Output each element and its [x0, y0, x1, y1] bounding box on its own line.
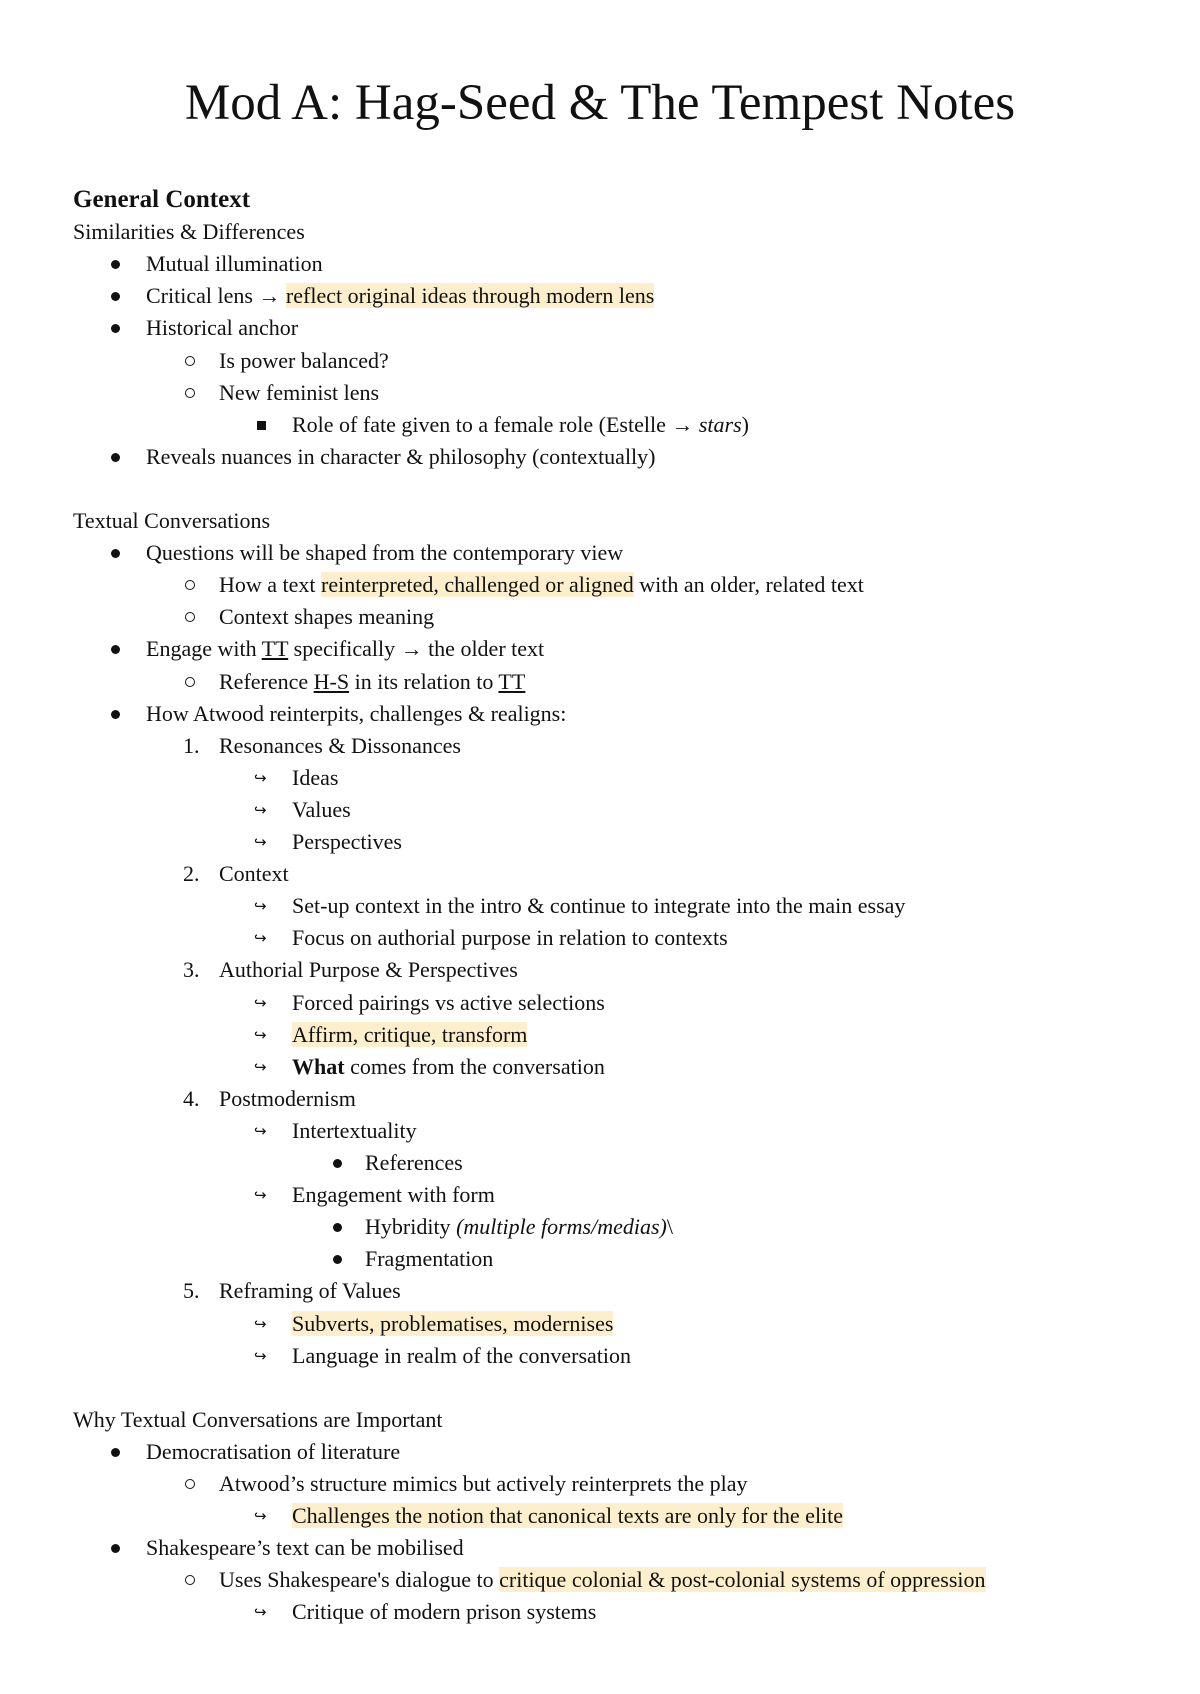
list-item	[0, 1051, 1200, 1083]
list-item	[0, 794, 1200, 826]
list-item	[0, 537, 1200, 569]
bullet-dot-icon	[111, 710, 120, 719]
hook-arrow-icon: ↪	[254, 993, 267, 1012]
line-text	[292, 1596, 596, 1628]
line-text	[219, 666, 525, 698]
line-text	[365, 1243, 493, 1275]
section-heading	[0, 184, 1200, 216]
line-text	[219, 601, 434, 633]
text-run: Postmodernism	[219, 1085, 356, 1111]
line-text	[146, 280, 654, 312]
line-text	[219, 1275, 401, 1307]
line-text	[146, 698, 566, 730]
line-text	[292, 1500, 843, 1532]
list-item	[0, 248, 1200, 280]
text-run: Intertextuality	[292, 1117, 417, 1143]
text-run: Authorial Purpose & Perspectives	[219, 957, 518, 983]
list-number: 5.	[183, 1278, 200, 1304]
line-text	[219, 858, 289, 890]
line-text	[219, 1468, 747, 1500]
list-item	[0, 762, 1200, 794]
list-item	[0, 1596, 1200, 1628]
list-item	[0, 698, 1200, 730]
list-item	[0, 858, 1200, 890]
text-run: Uses Shakespeare's dialogue to	[219, 1567, 500, 1593]
text-run: Focus on authorial purpose in relation to contexts	[292, 925, 728, 951]
list-number: 3.	[183, 957, 200, 983]
text-run: Critical lens →	[146, 283, 286, 309]
line-text	[292, 1115, 417, 1147]
text-run: Resonances & Dissonances	[219, 732, 461, 758]
line-text	[146, 633, 544, 665]
bullet-dot-icon	[111, 453, 120, 462]
text-run: Role of fate given to a female role (Estelle →	[292, 411, 699, 437]
list-item	[0, 1468, 1200, 1500]
line-text	[292, 1340, 631, 1372]
line-text	[292, 987, 605, 1019]
list-item	[0, 569, 1200, 601]
text-run: Is power balanced?	[219, 347, 389, 373]
highlighted-text: critique colonial & post-colonial systems of oppression	[499, 1567, 986, 1593]
line-text	[292, 922, 728, 954]
bullet-dot-icon	[333, 1255, 342, 1264]
line-text	[292, 1051, 605, 1083]
hook-arrow-icon: ↪	[254, 1603, 267, 1622]
bullet-circle-icon	[185, 388, 195, 398]
list-item	[0, 1500, 1200, 1532]
line-text	[219, 345, 389, 377]
text-run: stars	[698, 411, 742, 437]
text-run: (multiple forms/medias)	[456, 1214, 667, 1240]
text-run: Democratisation of literature	[146, 1438, 401, 1464]
list-item	[0, 1275, 1200, 1307]
highlighted-text: reinterpreted, challenged or aligned	[321, 572, 634, 598]
hook-arrow-icon: ↪	[254, 833, 267, 851]
list-number: 1.	[183, 732, 200, 758]
list-number: 4.	[183, 1085, 200, 1111]
highlighted-text: Subverts, problematises, modernises	[292, 1310, 614, 1336]
hook-arrow-icon: ↪	[254, 800, 267, 819]
bullet-dot-icon	[111, 1544, 120, 1553]
hook-arrow-icon: ↪	[254, 1346, 267, 1365]
list-item	[0, 601, 1200, 633]
list-item	[0, 1564, 1200, 1596]
text-run: Reference	[219, 668, 314, 694]
text-run: How a text	[219, 572, 322, 598]
page-title: Mod A: Hag-Seed & The Tempest Notes	[184, 75, 1016, 131]
text-run: Context shapes meaning	[219, 604, 435, 630]
text-run: Similarities & Differences	[73, 219, 305, 245]
hook-arrow-icon: ↪	[254, 929, 267, 948]
text-run: Shakespeare’s text can be mobilised	[146, 1535, 464, 1561]
list-item	[0, 1019, 1200, 1051]
text-run: H-S	[313, 668, 350, 694]
list-item	[0, 954, 1200, 986]
list-item	[0, 1115, 1200, 1147]
text-run: specifically → the older text	[288, 636, 545, 662]
list-item	[0, 345, 1200, 377]
text-run: Fragmentation	[365, 1246, 494, 1272]
list-item	[0, 377, 1200, 409]
list-item	[0, 1308, 1200, 1340]
text-run: \	[666, 1214, 674, 1240]
line-text	[146, 441, 656, 473]
subsection-heading	[0, 216, 1200, 248]
hook-arrow-icon: ↪	[254, 1121, 267, 1140]
text-run: in its relation to	[349, 668, 499, 694]
line-text	[219, 954, 518, 986]
line-text	[365, 1211, 673, 1243]
line-text	[73, 216, 305, 248]
bullet-dot-icon	[111, 645, 120, 654]
line-text	[292, 409, 749, 441]
line-text	[146, 312, 298, 344]
text-run: How Atwood reinterpits, challenges & realigns:	[146, 700, 567, 726]
line-text	[146, 1532, 464, 1564]
bullet-circle-icon	[185, 1479, 195, 1489]
line-text	[365, 1147, 463, 1179]
bullet-circle-icon	[185, 1575, 195, 1585]
list-item	[0, 312, 1200, 344]
list-item	[0, 441, 1200, 473]
bullet-dot-icon	[333, 1223, 342, 1232]
list-item	[0, 730, 1200, 762]
text-run: Reveals nuances in character & philosophy (contextually)	[146, 443, 656, 469]
text-run: Language in realm of the conversation	[292, 1342, 632, 1368]
list-item	[0, 633, 1200, 665]
text-run: Engage with	[146, 636, 262, 662]
highlighted-text: Affirm, critique, transform	[292, 1021, 528, 1047]
line-text	[219, 569, 864, 601]
text-run: Historical anchor	[146, 315, 299, 341]
list-number: 2.	[183, 861, 200, 887]
text-run: TT	[498, 668, 526, 694]
line-text	[219, 1083, 356, 1115]
text-run: Why Textual Conversations are Important	[73, 1406, 443, 1432]
line-text	[73, 184, 250, 216]
line-text	[292, 1308, 613, 1340]
bullet-dot-icon	[111, 324, 120, 333]
list-item	[0, 409, 1200, 441]
hook-arrow-icon: ↪	[254, 1186, 267, 1205]
list-item	[0, 1532, 1200, 1564]
text-run: General Context	[73, 186, 251, 213]
text-run: Reframing of Values	[219, 1278, 401, 1304]
bullet-dot-icon	[333, 1159, 342, 1168]
hook-arrow-icon: ↪	[254, 1025, 267, 1044]
text-run: Questions will be shaped from the contemporary view	[146, 540, 624, 566]
bullet-dot-icon	[111, 1448, 120, 1457]
list-item	[0, 1436, 1200, 1468]
text-run: with an older, related text	[633, 572, 864, 598]
line-text	[292, 1019, 527, 1051]
text-run: Perspectives	[292, 829, 402, 854]
hook-arrow-icon: ↪	[254, 768, 267, 787]
line-text	[292, 762, 338, 794]
text-run: Hybridity	[365, 1214, 457, 1240]
text-run: )	[741, 411, 749, 437]
text-run: References	[365, 1150, 463, 1175]
hook-arrow-icon: ↪	[254, 1314, 267, 1333]
text-run: Atwood’s structure mimics but actively reinterprets the play	[219, 1471, 748, 1496]
bullet-circle-icon	[185, 580, 195, 590]
text-run: New feminist lens	[219, 379, 380, 405]
hook-arrow-icon: ↪	[254, 1057, 267, 1076]
list-item	[0, 1179, 1200, 1211]
hook-arrow-icon: ↪	[254, 1507, 267, 1526]
text-run: What	[292, 1053, 345, 1079]
text-run: Mutual illumination	[146, 251, 323, 277]
line-text	[73, 1404, 443, 1436]
text-run: Forced pairings vs active selections	[292, 989, 605, 1015]
hook-arrow-icon: ↪	[254, 897, 267, 916]
line-text	[219, 1564, 986, 1596]
list-item	[0, 890, 1200, 922]
text-run: Ideas	[292, 764, 339, 790]
list-item	[0, 280, 1200, 312]
text-run: comes from the conversation	[344, 1053, 605, 1079]
list-item	[0, 1147, 1200, 1179]
bullet-dot-icon	[111, 292, 120, 301]
text-run: Critique of modern prison systems	[292, 1599, 597, 1625]
line-text	[292, 794, 351, 826]
list-item	[0, 1340, 1200, 1372]
text-run: Values	[292, 796, 351, 822]
list-item	[0, 1083, 1200, 1115]
list-item	[0, 987, 1200, 1019]
line-text	[73, 505, 270, 537]
text-run: Context	[219, 861, 289, 887]
line-text	[146, 1436, 400, 1468]
list-item	[0, 922, 1200, 954]
bullet-circle-icon	[185, 677, 195, 687]
list-item	[0, 1211, 1200, 1243]
line-text	[219, 730, 461, 762]
subsection-heading	[0, 1404, 1200, 1436]
line-text	[146, 537, 623, 569]
bullet-circle-icon	[185, 356, 195, 366]
highlighted-text: reflect original ideas through modern lens	[285, 283, 655, 309]
line-text	[292, 890, 905, 922]
line-text	[219, 377, 379, 409]
bullet-square-icon	[257, 421, 266, 430]
subsection-heading	[0, 505, 1200, 537]
bullet-circle-icon	[185, 612, 195, 622]
text-run: Engagement with form	[292, 1182, 495, 1208]
bullet-dot-icon	[111, 260, 120, 269]
list-item	[0, 1243, 1200, 1275]
line-text	[146, 248, 323, 280]
text-run: Set-up context in the intro & continue to integrate into the main essay	[292, 893, 906, 919]
bullet-dot-icon	[111, 549, 120, 558]
text-run: Textual Conversations	[73, 508, 271, 533]
text-run: TT	[261, 636, 289, 662]
highlighted-text: Challenges the notion that canonical texts are only for the elite	[292, 1503, 844, 1529]
line-text	[292, 1179, 495, 1211]
list-item	[0, 826, 1200, 858]
list-item	[0, 666, 1200, 698]
line-text	[292, 826, 402, 858]
